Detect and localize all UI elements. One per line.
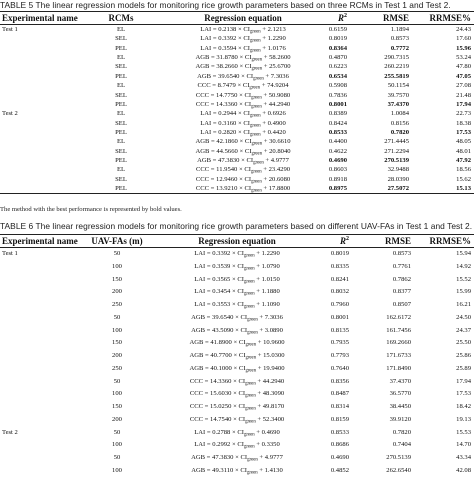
rrmse-cell: 14.70 [456, 441, 471, 449]
fa-cell: 100 [112, 441, 122, 449]
r2-cell: 0.8019 [330, 250, 349, 257]
rcm-cell: SEL [115, 175, 127, 183]
equation-cell: LAI = $0.3392 \times CI_{green} + 1.2290$ [200, 35, 286, 44]
rmse-cell: 50.1154 [387, 82, 409, 90]
table-row [0, 274, 474, 287]
experiment-cell [0, 363, 62, 376]
rmse-cell: 0.8507 [392, 301, 411, 308]
equation-cell: LAI = $0.3565 \times CI_{green} + 1.0150$ [194, 275, 280, 284]
equation-cell: CCC = $15.6030 \times CI_{green} + 48.3090$ [189, 390, 285, 399]
table-row [0, 175, 474, 184]
experiment-cell [0, 350, 62, 363]
equation-cell: AGB = $39.6540 \times CI_{green} + 7.3036$ [191, 313, 283, 323]
fa-cell: 50 [113, 454, 121, 461]
equation-cell: LAI = $0.2992 \times CI_{green} + 0.3350$ [194, 441, 280, 450]
fa-cell: 250 [112, 364, 122, 372]
table5-header-rmse: RMSE [350, 12, 412, 25]
equation-cell: AGB = $40.1000 \times CI_{green} + 19.9400$ [189, 364, 285, 374]
table-row [0, 147, 474, 156]
table-row [0, 62, 474, 71]
fa-cell: 100 [112, 466, 122, 474]
experiment-cell [0, 465, 62, 478]
rmse-cell: 0.7404 [392, 441, 411, 449]
rrmse-cell: 18.42 [456, 403, 471, 410]
experiment-cell [0, 414, 62, 427]
table5-header-r2: $R^2$ [306, 12, 350, 25]
table-row [0, 414, 474, 427]
equation-cell: CCC = $14.7750 \times CI_{green} + 50.9080$ [195, 91, 291, 101]
table-row [0, 299, 474, 312]
table-row [0, 388, 474, 401]
r2-cell: 0.8356 [330, 377, 349, 385]
rmse-cell: 28.0390 [387, 175, 409, 183]
fa-cell: 50 [113, 428, 121, 436]
rmse-cell: 271.2294 [384, 147, 409, 155]
experiment-cell [0, 34, 62, 43]
equation-cell: LAI = $0.2820 \times CI_{green} + 0.4420$ [200, 128, 286, 138]
equation-cell: LAI = $0.3553 \times CI_{green} + 1.1090$ [194, 301, 280, 310]
r2-cell: 0.4690 [328, 157, 347, 165]
experiment-cell [0, 100, 62, 109]
rmse-cell: 161.7456 [386, 326, 411, 334]
experiment-cell [0, 376, 62, 389]
experiment-cell [0, 119, 62, 128]
rmse-cell: 1.1894 [390, 26, 409, 33]
r2-cell: 0.8424 [328, 119, 347, 127]
experiment-cell [0, 299, 62, 312]
rmse-cell: 271.4445 [384, 138, 409, 146]
table5-header-experiment: Experimental name [2, 13, 78, 23]
rmse-cell: 162.6172 [386, 313, 411, 321]
experiment-cell: Test 1 [2, 250, 18, 257]
equation-cell: CCC = $15.0250 \times CI_{green} + 49.8170$ [189, 403, 285, 412]
experiment-cell [0, 312, 62, 325]
equation-cell: AGB = $39.6540 \times CI_{green} + 7.3036$ [197, 72, 289, 82]
r2-cell: 0.8001 [330, 313, 349, 321]
rmse-cell: 39.9120 [389, 415, 411, 423]
table6-caption: TABLE 6 The linear regression models for monitoring rice growth parameters based on different UAV-FAs in Test 1 and Test 2. [0, 221, 473, 231]
r2-cell: 0.4690 [330, 454, 349, 461]
rmse-cell: 270.5139 [386, 454, 411, 461]
experiment-cell [0, 165, 62, 174]
rrmse-cell: 15.13 [412, 184, 474, 194]
experiment-cell [0, 401, 62, 414]
equation-cell: AGB = $41.8900 \times CI_{green} + 10.9600$ [189, 339, 285, 348]
rrmse-cell: 17.53 [456, 390, 471, 398]
rmse-cell: 290.7315 [384, 54, 409, 62]
table-row [0, 286, 474, 299]
table-row [0, 312, 474, 325]
r2-cell: 0.6223 [328, 63, 347, 71]
equation-cell: LAI = $0.2944 \times CI_{green} + 0.6926$ [200, 110, 286, 119]
rmse-cell: 255.5819 [384, 72, 409, 80]
experiment-cell: Test 2 [2, 428, 18, 436]
r2-cell: 0.8686 [330, 441, 349, 449]
rrmse-cell: 15.94 [456, 250, 471, 257]
table5-caption: TABLE 5 The linear regression models for monitoring rice growth parameters based on three RCMs in Test 1 and Test 2. [0, 0, 451, 10]
rrmse-cell: 21.48 [456, 91, 471, 99]
equation-cell: AGB = $31.8780 \times CI_{green} + 58.2600$ [195, 54, 291, 63]
rmse-cell: 37.4370 [387, 100, 409, 108]
rcm-cell: PEL [115, 100, 127, 108]
table-row [0, 25, 474, 35]
rmse-cell: 0.7862 [392, 275, 411, 283]
rcm-cell: EL [116, 166, 126, 174]
table-row [0, 72, 474, 81]
table6-header-rrmse: RRMSE% [414, 235, 474, 248]
table-row [0, 439, 474, 452]
fa-cell: 50 [113, 313, 121, 321]
rmse-cell: 0.8573 [390, 35, 409, 43]
table-row [0, 109, 474, 118]
table-row [0, 363, 474, 376]
fa-cell: 200 [112, 288, 122, 296]
equation-cell: CCC = $14.7540 \times CI_{green} + 52.3400$ [189, 415, 285, 425]
experiment-cell [0, 388, 62, 401]
experiment-cell [0, 128, 62, 137]
experiment-cell [0, 184, 62, 194]
table6-header-experiment: Experimental name [2, 236, 78, 246]
rrmse-cell: 18.38 [456, 119, 471, 127]
r2-cell: 0.8019 [328, 35, 347, 43]
rrmse-cell: 17.53 [456, 128, 471, 136]
equation-cell: CCC = $12.9460 \times CI_{green} + 20.6080$ [195, 175, 291, 185]
r2-cell: 0.8975 [306, 184, 350, 194]
table6-header-rmse: RMSE [352, 235, 414, 248]
rcm-cell: PEL [115, 157, 127, 165]
fa-cell: 50 [113, 250, 121, 257]
rcm-cell: PEL [115, 72, 127, 80]
rcm-cell: EL [116, 138, 126, 146]
table-row [0, 248, 474, 261]
rrmse-cell: 15.53 [456, 428, 471, 436]
rrmse-cell: 43.34 [456, 454, 471, 461]
table-row [0, 165, 474, 174]
r2-cell: 0.8241 [330, 275, 349, 283]
experiment-cell [0, 147, 62, 156]
r2-cell: 0.8389 [328, 110, 347, 118]
experiment-cell [0, 53, 62, 62]
fa-cell: 150 [112, 403, 122, 410]
rrmse-cell: 18.56 [456, 166, 471, 174]
equation-cell: AGB = $44.5660 \times CI_{green} + 20.8040$ [195, 147, 291, 157]
r2-cell: 0.6534 [328, 72, 347, 80]
r2-cell: 0.7640 [330, 364, 349, 372]
rrmse-cell: 47.80 [456, 63, 471, 71]
rrmse-cell: 24.50 [456, 313, 471, 321]
rrmse-cell: 48.01 [456, 147, 471, 155]
rrmse-cell: 15.62 [456, 175, 471, 183]
equation-cell: AGB = $40.7700 \times CI_{green} + 15.0300$ [189, 352, 285, 361]
table-row [0, 100, 474, 109]
table-row [0, 401, 474, 414]
equation-cell: LAI = $0.3594 \times CI_{green} + 1.0176$ [200, 44, 286, 54]
fa-cell: 100 [112, 390, 122, 398]
experiment-cell: Test 2 [2, 110, 18, 118]
equation-cell: AGB = $47.3830 \times CI_{green} + 4.9777$ [191, 454, 283, 463]
rcm-cell: EL [116, 26, 126, 33]
rmse-cell: 38.4450 [389, 403, 411, 410]
rrmse-cell: 22.73 [456, 110, 471, 118]
rmse-cell: 0.8573 [392, 250, 411, 257]
rrmse-cell: 47.92 [456, 157, 471, 165]
r2-cell: 0.4622 [328, 147, 347, 155]
rcm-cell: SEL [115, 119, 127, 127]
rmse-cell: 0.7761 [392, 262, 411, 270]
table-row [0, 34, 474, 43]
experiment-cell [0, 137, 62, 146]
table-row [0, 337, 474, 350]
table5-header-rcm: RCMs [62, 12, 180, 25]
r2-cell: 0.8487 [330, 390, 349, 398]
experiment-cell: Test 1 [2, 26, 18, 33]
table-row [0, 53, 474, 62]
experiment-cell [0, 72, 62, 81]
r2-cell: 0.8364 [328, 44, 347, 52]
equation-cell: AGB = $43.5090 \times CI_{green} + 3.0890$ [191, 326, 283, 335]
table6-header-r2: $R^2$ [302, 235, 352, 248]
table-row [0, 465, 474, 478]
rrmse-cell: 25.50 [456, 339, 471, 347]
table-row [0, 137, 474, 146]
r2-cell: 0.8533 [328, 128, 347, 136]
rrmse-cell: 42.08 [456, 466, 471, 474]
table6 [0, 234, 474, 478]
rmse-cell: 171.6733 [386, 352, 411, 359]
equation-cell: AGB = $42.1860 \times CI_{green} + 30.6610$ [195, 138, 291, 147]
experiment-cell [0, 274, 62, 287]
fa-cell: 200 [112, 352, 122, 359]
equation-cell: LAI = $0.3160 \times CI_{green} + 0.4900$ [200, 119, 286, 129]
experiment-cell [0, 261, 62, 274]
rcm-cell: SEL [115, 35, 127, 43]
rrmse-cell: 14.92 [456, 262, 471, 270]
equation-cell: LAI = $0.2138 \times CI_{green} + 2.1213$ [200, 26, 286, 35]
table-row [0, 91, 474, 100]
rmse-cell: 260.2219 [384, 63, 409, 71]
equation-cell: LAI = $0.3539 \times CI_{green} + 1.0790$ [194, 262, 280, 272]
experiment-cell [0, 286, 62, 299]
equation-cell: CCC = $13.9210 \times CI_{green} + 17.8800$ [180, 184, 306, 194]
equation-cell: CCC = $14.3360 \times CI_{green} + 44.2940$ [195, 100, 291, 110]
rrmse-cell: 17.60 [456, 35, 471, 43]
experiment-cell [0, 325, 62, 338]
equation-cell: LAI = $0.2788 \times CI_{green} + 0.4690$ [194, 428, 280, 437]
r2-cell: 0.7836 [328, 91, 347, 99]
rcm-cell: EL [116, 110, 126, 118]
equation-cell: CCC = $14.3360 \times CI_{green} + 44.2940$ [189, 377, 285, 386]
rcm-cell: PEL [115, 44, 127, 52]
rcm-cell: SEL [115, 63, 127, 71]
rmse-cell: 0.7772 [390, 44, 409, 52]
experiment-cell [0, 452, 62, 465]
rrmse-cell: 24.43 [456, 26, 471, 33]
rrmse-cell: 24.37 [456, 326, 471, 334]
fa-cell: 150 [112, 275, 122, 283]
r2-cell: 0.4870 [328, 54, 347, 62]
r2-cell: 0.8918 [328, 175, 347, 183]
rmse-cell: 27.5072 [350, 184, 412, 194]
fa-cell: 100 [112, 262, 122, 270]
r2-cell: 0.8314 [330, 403, 349, 410]
rmse-cell: 36.5770 [389, 390, 411, 398]
table-row [0, 261, 474, 274]
table6-header-equation: Regression equation [172, 235, 302, 248]
table-row [0, 325, 474, 338]
rmse-cell: 32.9488 [387, 166, 409, 174]
r2-cell: 0.8135 [330, 326, 349, 334]
table-row [0, 156, 474, 165]
table5-footnote: The method with the best performance is represented by bold values. [0, 206, 182, 213]
rrmse-cell: 15.96 [456, 44, 471, 52]
rrmse-cell: 53.24 [456, 54, 471, 62]
rrmse-cell: 25.89 [456, 364, 471, 372]
r2-cell: 0.8159 [330, 415, 349, 423]
fa-cell: 100 [112, 326, 122, 334]
rmse-cell: 262.6540 [386, 466, 411, 474]
r2-cell: 0.5908 [328, 82, 347, 90]
r2-cell: 0.6159 [328, 26, 347, 33]
experiment-cell [0, 44, 62, 53]
rrmse-cell: 17.94 [456, 377, 471, 385]
rmse-cell: 37.4370 [389, 377, 411, 385]
rrmse-cell: 15.99 [456, 288, 471, 296]
rrmse-cell: 48.05 [456, 138, 471, 146]
table5-header-rrmse: RRMSE% [412, 12, 474, 25]
experiment-cell [0, 91, 62, 100]
experiment-cell [0, 62, 62, 71]
experiment-cell [0, 156, 62, 165]
rrmse-cell: 17.94 [456, 100, 471, 108]
fa-cell: 200 [112, 415, 122, 423]
table-row [0, 128, 474, 137]
r2-cell: 0.4852 [330, 466, 349, 474]
r2-cell: 0.8001 [328, 100, 347, 108]
r2-cell: 0.4400 [328, 138, 347, 146]
experiment-cell [0, 337, 62, 350]
equation-cell: CCC = $8.7479 \times CI_{green} + 74.9204$ [197, 82, 289, 91]
fa-cell: 150 [112, 339, 122, 347]
table-row [0, 81, 474, 90]
rrmse-cell: 25.86 [456, 352, 471, 359]
r2-cell: 0.8335 [330, 262, 349, 270]
table-row [0, 452, 474, 465]
table-row [0, 184, 474, 194]
rrmse-cell: 27.08 [456, 82, 471, 90]
table-row [0, 44, 474, 53]
experiment-cell [0, 175, 62, 184]
rcm-cell: SEL [115, 91, 127, 99]
experiment-cell [0, 81, 62, 90]
fa-cell: 50 [113, 377, 121, 385]
r2-cell: 0.7960 [330, 301, 349, 308]
r2-cell: 0.8032 [330, 288, 349, 296]
rmse-cell: 0.7820 [390, 128, 409, 136]
equation-cell: LAI = $0.3392 \times CI_{green} + 1.2290$ [194, 250, 280, 259]
rrmse-cell: 19.13 [456, 415, 471, 423]
rmse-cell: 169.2660 [386, 339, 411, 347]
rcm-cell: SEL [115, 147, 127, 155]
rmse-cell: 171.8490 [386, 364, 411, 372]
rmse-cell: 0.8377 [392, 288, 411, 296]
rrmse-cell: 15.52 [456, 275, 471, 283]
equation-cell: LAI = $0.3454 \times CI_{green} + 1.1880$ [194, 288, 280, 297]
equation-cell: AGB = $49.3110 \times CI_{green} + 1.4130$ [191, 466, 283, 476]
table5-header-equation: Regression equation [180, 12, 306, 25]
rcm-cell: EL [116, 82, 126, 90]
rcm-cell: PEL [115, 128, 127, 136]
equation-cell: AGB = $38.2660 \times CI_{green} + 25.6700$ [195, 63, 291, 72]
rmse-cell: 1.0084 [390, 110, 409, 118]
table-row [0, 376, 474, 389]
rmse-cell: 0.7820 [392, 428, 411, 436]
table-row [0, 350, 474, 363]
table-row [0, 119, 474, 128]
rmse-cell: 39.7570 [387, 91, 409, 99]
r2-cell: 0.8533 [330, 428, 349, 436]
table-row [0, 427, 474, 440]
rmse-cell: 0.8156 [390, 119, 409, 127]
r2-cell: 0.8603 [328, 166, 347, 174]
experiment-cell [0, 439, 62, 452]
rcm-cell: EL [116, 54, 126, 62]
r2-cell: 0.7793 [330, 352, 349, 359]
rmse-cell: 270.5139 [384, 157, 409, 165]
rrmse-cell: 16.21 [456, 301, 471, 308]
rrmse-cell: 47.05 [456, 72, 471, 80]
fa-cell: 250 [112, 301, 122, 308]
rcm-cell: PEL [62, 184, 180, 194]
table5 [0, 11, 474, 194]
equation-cell: AGB = $47.3830 \times CI_{green} + 4.9777$ [197, 157, 289, 166]
r2-cell: 0.7935 [330, 339, 349, 347]
equation-cell: CCC = $11.9540 \times CI_{green} + 23.4290$ [195, 166, 291, 175]
table6-header-fa: UAV-FAs (m) [62, 235, 172, 248]
